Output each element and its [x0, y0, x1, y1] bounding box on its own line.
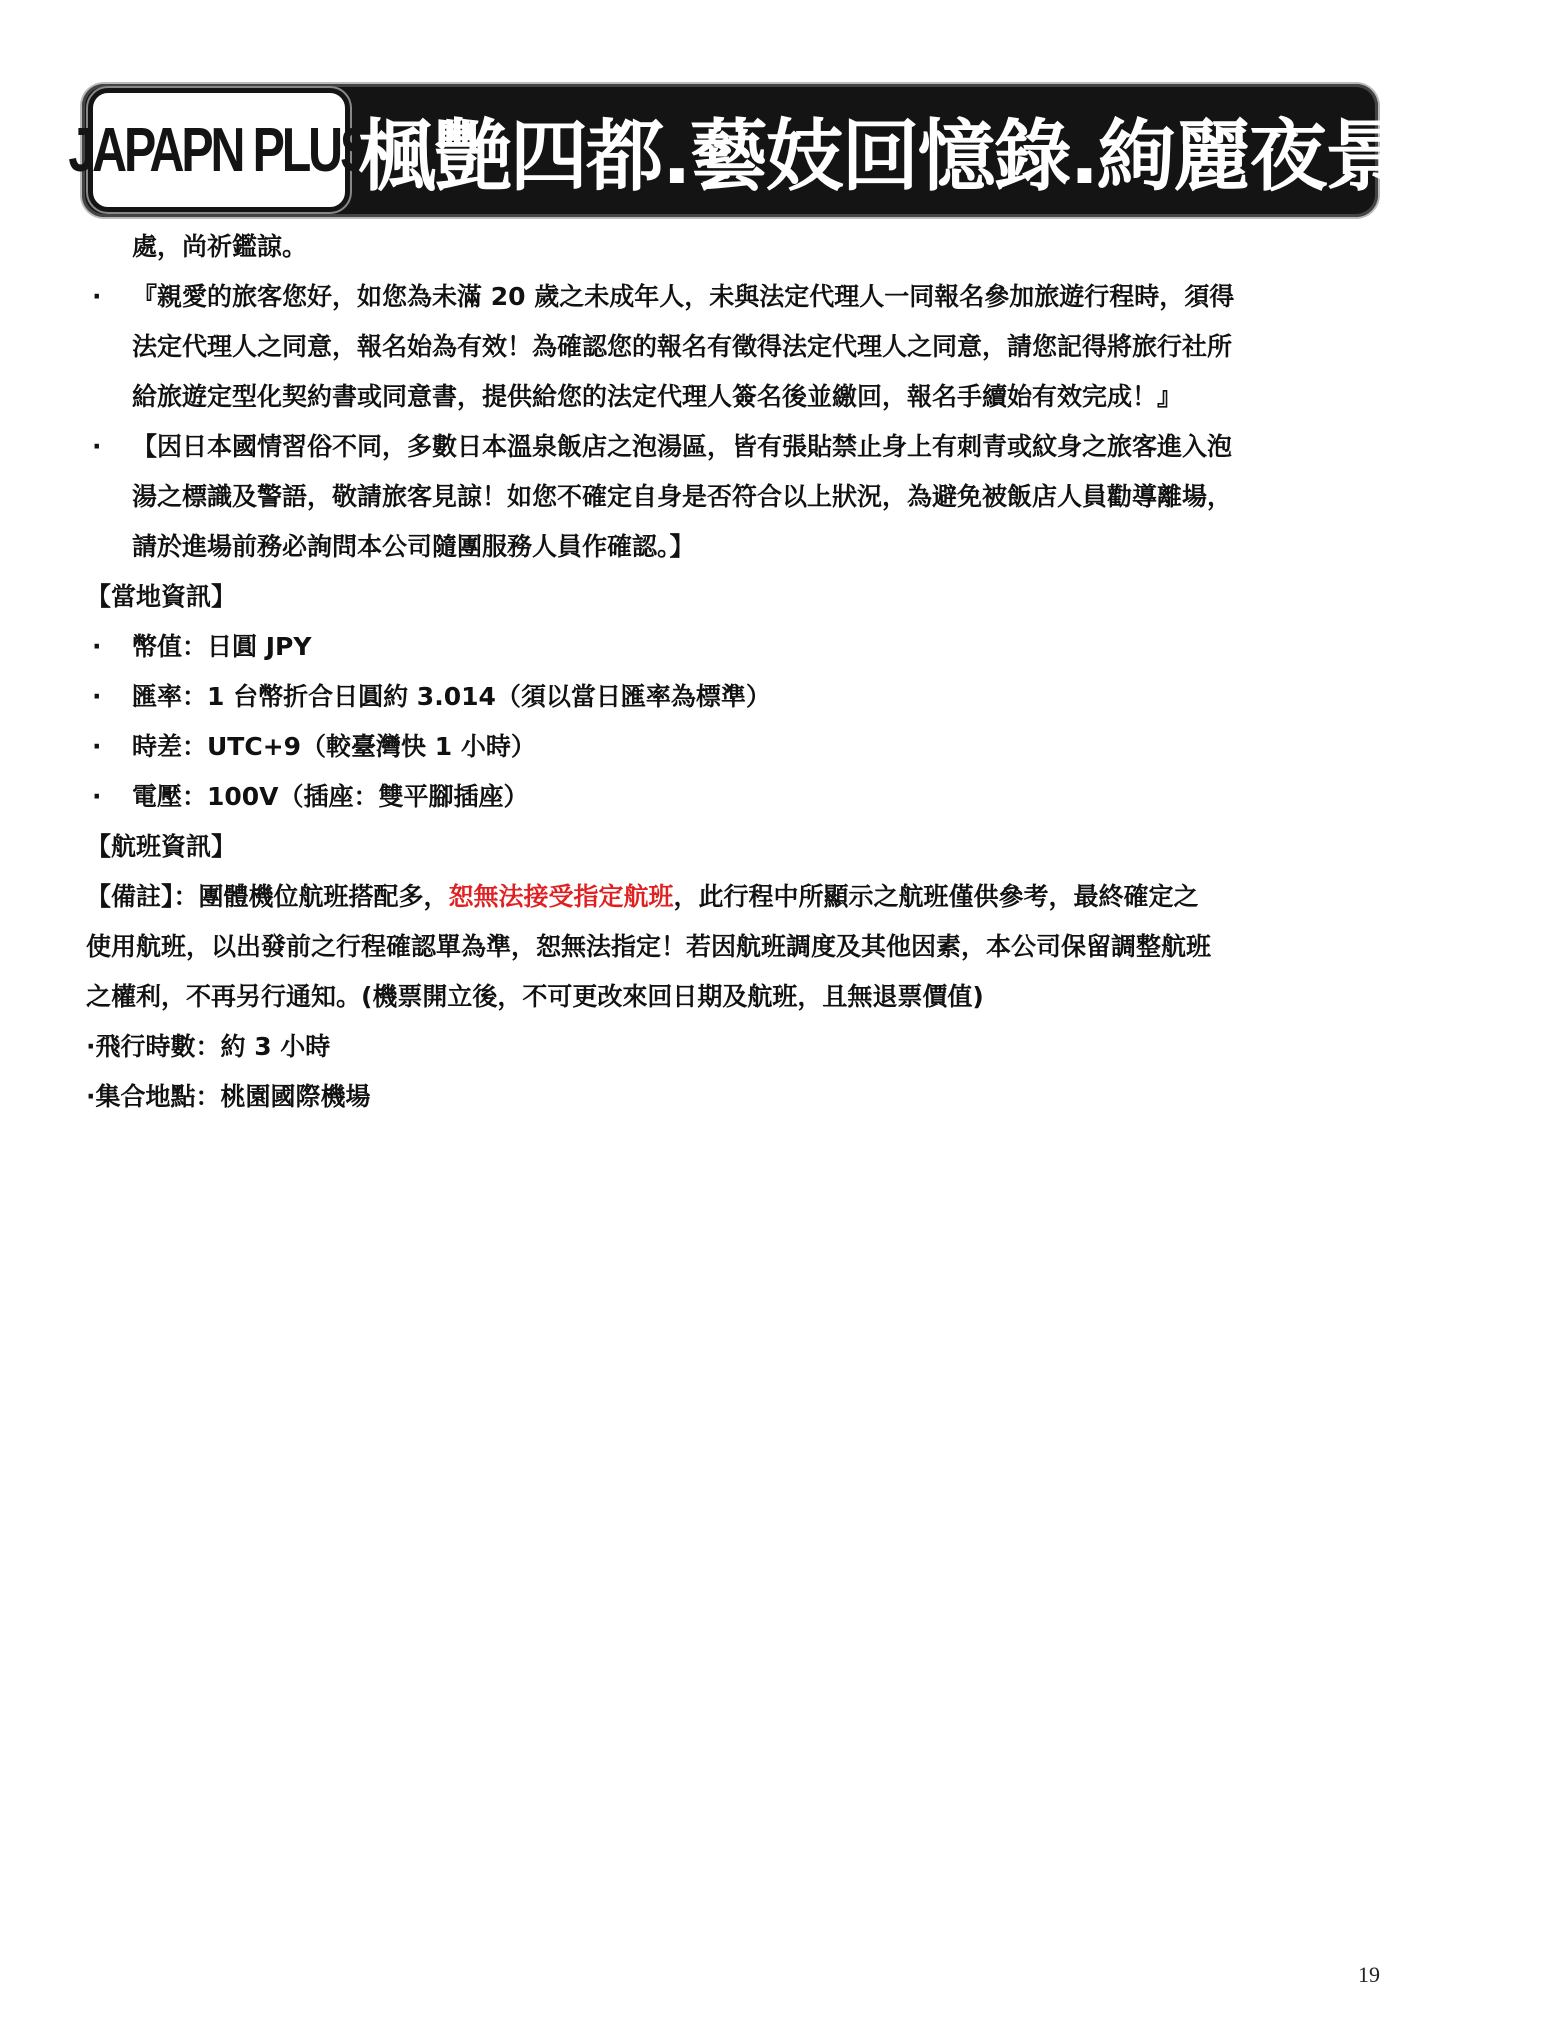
- local-info-item: [86, 722, 1402, 772]
- brand-logo-text: JAPAPN PLUS: [68, 115, 370, 185]
- document-body: [86, 222, 1402, 1122]
- bullet-icon: ·: [92, 282, 102, 311]
- tattoo-notice-line: 湯之標識及警語，敬請旅客見諒！如您不確定自身是否符合以上狀況，為避免被飯店人員勸導離場，: [132, 482, 1233, 511]
- bullet-icon: ·: [92, 782, 102, 811]
- local-info-heading: 【當地資訊】: [86, 582, 237, 611]
- bullet-icon: ·: [92, 432, 102, 461]
- continued-text: 處，尚祈鑑諒。: [132, 232, 308, 261]
- meeting-point: ·集合地點：桃園國際機場: [86, 1082, 371, 1111]
- flight-note-line: [86, 872, 1402, 922]
- bullet-icon: ·: [92, 682, 102, 711]
- minor-notice-line: 『親愛的旅客您好，如您為未滿 20 歲之未成年人，未與法定代理人一同報名參加旅遊行程時，須得: [132, 282, 1235, 311]
- flight-duration: ·飛行時數：約 3 小時: [86, 1032, 331, 1061]
- voltage-text: 電壓：100V（插座：雙平腳插座）: [132, 782, 529, 811]
- time-difference-text: 時差：UTC+9（較臺灣快 1 小時）: [132, 732, 536, 761]
- bullet-icon: ·: [92, 732, 102, 761]
- local-info-item: [86, 772, 1402, 822]
- flight-note-line: 之權利，不再另行通知。(機票開立後，不可更改來回日期及航班，且無退票價值): [86, 982, 984, 1011]
- minor-notice-line: 法定代理人之同意，報名始為有效！為確認您的報名有徵得法定代理人之同意，請您記得將旅行社所: [132, 332, 1233, 361]
- currency-text: 幣值：日圓 JPY: [132, 632, 312, 661]
- flight-note-line: 使用航班，以出發前之行程確認單為準，恕無法指定！若因航班調度及其他因素，本公司保留調整航班: [86, 932, 1212, 961]
- flight-note-rest: ，此行程中所顯示之航班僅供參考，最終確定之: [673, 882, 1199, 911]
- tattoo-notice-line: 【因日本國情習俗不同，多數日本溫泉飯店之泡湯區，皆有張貼禁止身上有刺青或紋身之旅客進入泡: [132, 432, 1233, 461]
- bullet-icon: ·: [92, 632, 102, 661]
- minor-notice: [86, 272, 1402, 422]
- exchange-rate-text: 匯率：1 台幣折合日圓約 3.014（須以當日匯率為標準）: [132, 682, 771, 711]
- page-title: 楓艷四都.藝妓回憶錄.絢麗夜景五日: [358, 112, 1553, 202]
- flight-note-prefix: 【備註】：團體機位航班搭配多，: [86, 882, 449, 911]
- local-info-item: [86, 622, 1402, 672]
- brand-box: [68, 88, 370, 212]
- local-info-item: [86, 672, 1402, 722]
- tattoo-notice-line: 請於進場前務必詢問本公司隨團服務人員作確認。】: [132, 532, 695, 561]
- tattoo-notice: [86, 422, 1402, 572]
- minor-notice-line: 給旅遊定型化契約書或同意書，提供給您的法定代理人簽名後並繳回，報名手續始有效完成！』: [132, 382, 1183, 411]
- flight-info-heading: 【航班資訊】: [86, 832, 237, 861]
- flight-note-warning: 恕無法接受指定航班: [448, 882, 674, 911]
- page-number: 19: [1358, 1962, 1380, 1987]
